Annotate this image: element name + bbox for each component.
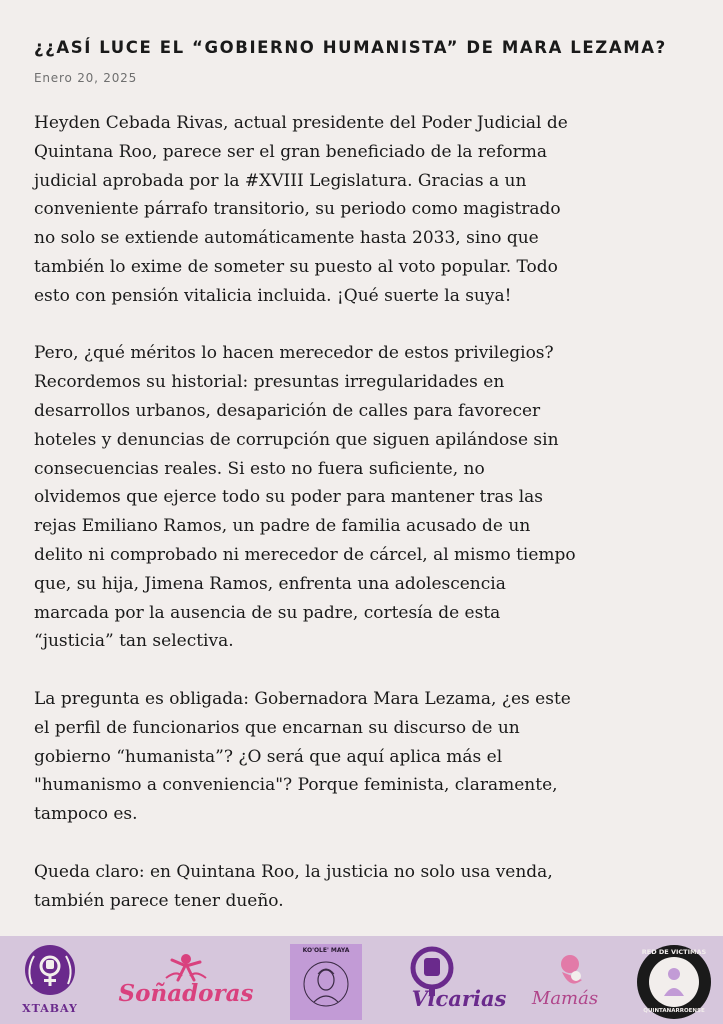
- text-line: esto con pensión vitalicia incluida. ¡Qué suerte la suya!: [34, 285, 512, 306]
- text-line: olvidemos que ejerce todo su poder para mantener tras las: [34, 487, 544, 508]
- text-line: también lo exime de someter su puesto al voto popular. Todo: [34, 256, 558, 277]
- text-line: que, su hija, Jimena Ramos, enfrenta una adolescencia: [34, 573, 506, 594]
- logo-label: XTABAY: [22, 1002, 78, 1015]
- logo-label: RED DE VICTIMAS: [641, 948, 707, 956]
- paragraph-2: [34, 339, 694, 656]
- text-line: delito ni comprobado ni merecedor de cárcel, al mismo tiempo: [34, 544, 576, 565]
- logo-label: Vicarias: [411, 986, 507, 1011]
- headline: ¿¿ASÍ LUCE EL “GOBIERNO HUMANISTA” DE MARA LEZAMA?: [34, 38, 667, 57]
- text-line: consecuencias reales. Si esto no fuera suficiente, no: [34, 458, 485, 479]
- text-line: el perfil de funcionarios que encarnan su discurso de un: [34, 717, 520, 738]
- logos-footer: [0, 936, 723, 1024]
- logo-xtabay: [18, 944, 82, 1020]
- text-line: Pero, ¿qué méritos lo hacen merecedor de estos privilegios?: [34, 343, 554, 364]
- text-line: marcada por la ausencia de su padre, cortesía de esta: [34, 602, 501, 623]
- logo-vicarias: [396, 946, 508, 1020]
- text-line: Queda claro: en Quintana Roo, la justicia no solo usa venda,: [34, 861, 553, 882]
- logo-sonadoras: [116, 950, 256, 1020]
- woman-portrait-icon: [290, 944, 362, 1020]
- text-line: Heyden Cebada Rivas, actual presidente del Poder Judicial de: [34, 113, 568, 133]
- logo-mamas: [526, 950, 604, 1020]
- article: [34, 38, 694, 944]
- text-line: “justicia” tan selectiva.: [34, 631, 234, 652]
- text-line: conveniente párrafo transitorio, su periodo como magistrado: [34, 199, 561, 220]
- text-line: La pregunta es obligada: Gobernadora Mara Lezama, ¿es este: [34, 688, 571, 709]
- logo-label: Soñadoras: [118, 980, 254, 1007]
- text-line: Quintana Roo, parece ser el gran beneficiado de la reforma: [34, 141, 548, 162]
- logo-red-victimas: [636, 944, 712, 1020]
- text-line: tampoco es.: [34, 804, 138, 825]
- logo-koolel-maya: [290, 944, 362, 1020]
- text-line: rejas Emiliano Ramos, un padre de familia acusado de un: [34, 516, 531, 537]
- paragraph-3: [34, 685, 694, 829]
- feminist-fist-icon: [18, 944, 82, 1002]
- text-line: Recordemos su historial: presuntas irregularidades en: [34, 372, 505, 393]
- logo-label: KO'OLE' MAYA: [302, 947, 350, 954]
- logo-label: QUINTANARROENSE: [643, 1008, 705, 1014]
- text-line: hoteles y denuncias de corrupción que siguen apilándose sin: [34, 429, 559, 450]
- dancer-icon: [116, 950, 256, 984]
- logo-label: Mamás: [531, 988, 599, 1009]
- text-line: judicial aprobada por la #XVIII Legislatura. Gracias a un: [34, 170, 527, 191]
- text-line: también parece tener dueño.: [34, 890, 284, 911]
- text-line: desarrollos urbanos, desaparición de calles para favorecer: [34, 400, 541, 421]
- article-body: [34, 109, 694, 915]
- text-line: "humanismo a conveniencia"? Porque feminista, claramente,: [34, 775, 558, 796]
- paragraph-1: [34, 109, 694, 311]
- text-line: gobierno “humanista”? ¿O será que aquí aplica más el: [34, 746, 503, 767]
- mother-child-icon: [526, 950, 604, 990]
- paragraph-4: [34, 858, 694, 916]
- publish-date: Enero 20, 2025: [34, 71, 138, 85]
- text-line: no solo se extiende automáticamente hasta 2033, sino que: [34, 228, 539, 249]
